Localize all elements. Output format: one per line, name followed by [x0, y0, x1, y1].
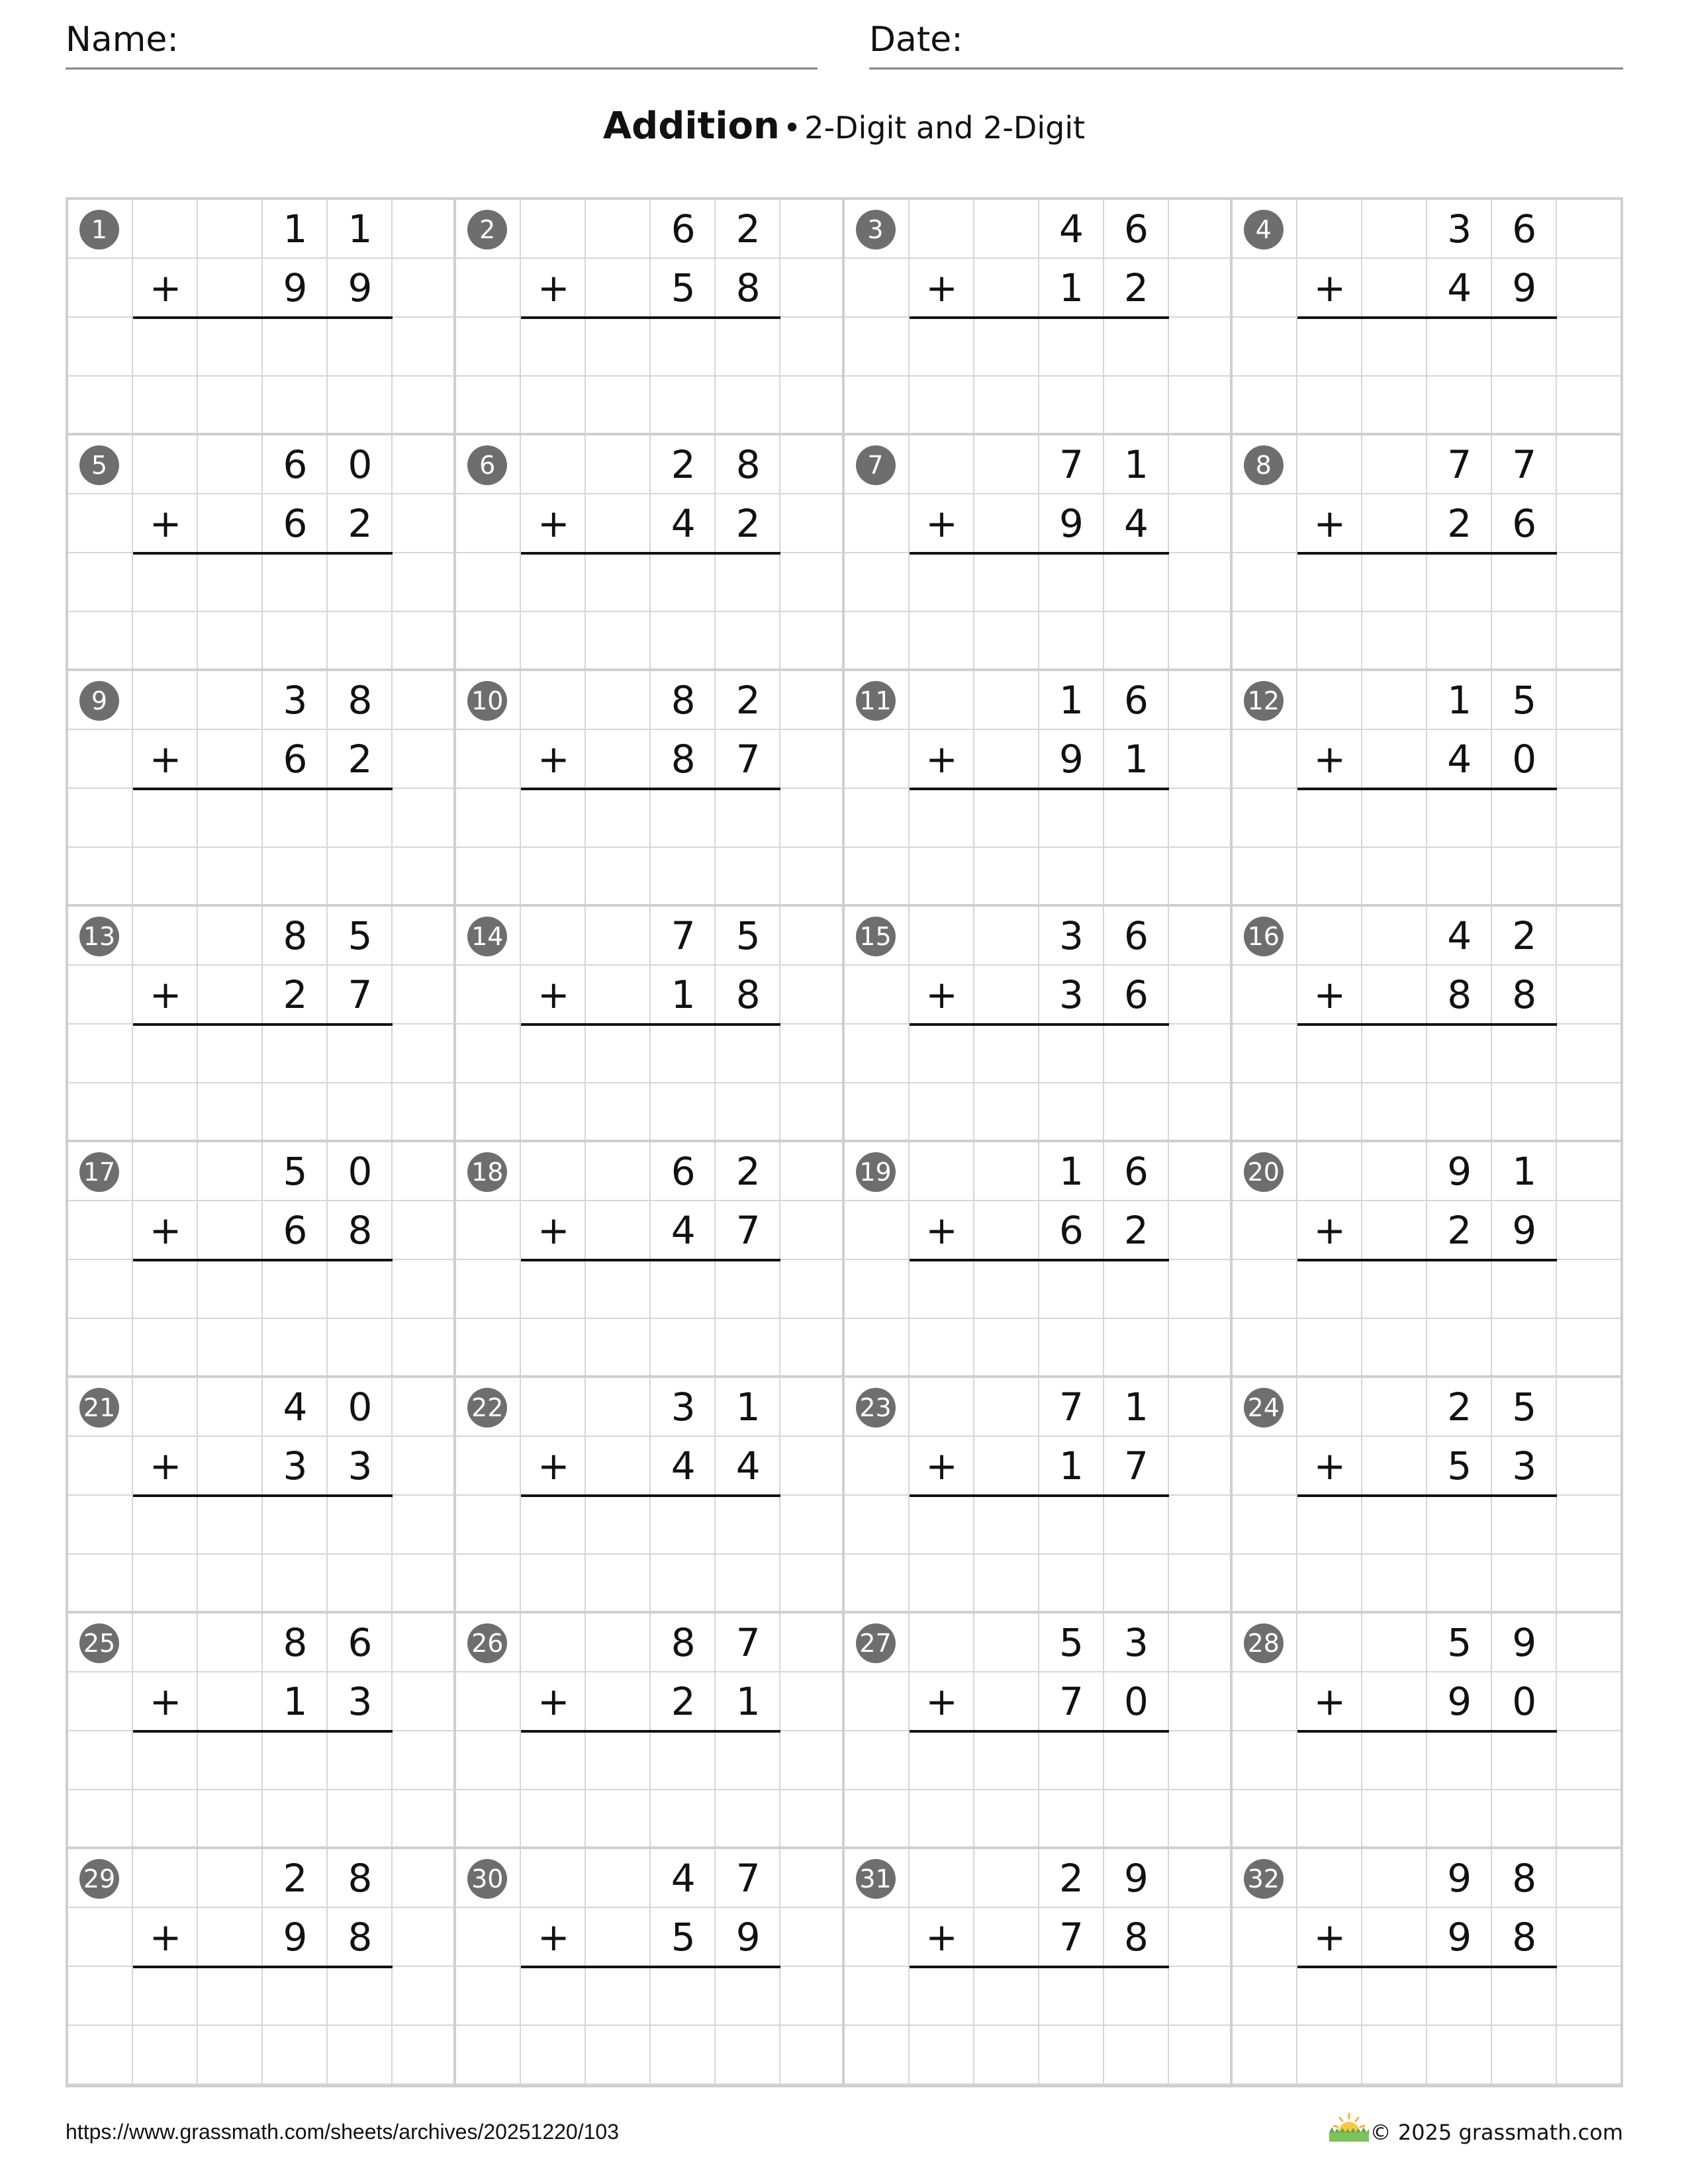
sum-rule-line	[1297, 1966, 1557, 1968]
addend-top-tens-digit: 5	[283, 1149, 308, 1194]
sum-rule-line	[521, 1494, 780, 1497]
problem-number-badge: 20	[1244, 1152, 1284, 1192]
addend-top-ones-digit: 7	[735, 1620, 761, 1665]
addend-top-tens-digit: 6	[671, 1149, 696, 1194]
addend-top-tens-digit: 5	[1059, 1620, 1084, 1665]
plus-sign: +	[537, 1915, 570, 1960]
addend-bottom-tens-digit: 5	[671, 265, 696, 310]
addend-top-ones-digit: 2	[735, 206, 761, 251]
problem-number-badge: 12	[1244, 681, 1284, 721]
addend-bottom-ones-digit: 9	[735, 1915, 761, 1960]
footer-url: https://www.grassmath.com/sheets/archives/20251220/103	[66, 2120, 619, 2144]
addend-top-ones-digit: 6	[1124, 206, 1149, 251]
addend-bottom-ones-digit: 2	[1124, 265, 1149, 310]
addend-bottom-tens-digit: 1	[1059, 265, 1084, 310]
addend-bottom-ones-digit: 0	[1124, 1679, 1149, 1724]
addend-bottom-ones-digit: 2	[1124, 1208, 1149, 1253]
addend-bottom-ones-digit: 6	[1124, 972, 1149, 1017]
problem-number-badge: 9	[79, 681, 119, 721]
plus-sign: +	[925, 501, 958, 546]
problem-number-badge: 27	[856, 1623, 896, 1663]
addend-top-ones-digit: 9	[1124, 1856, 1149, 1901]
addend-top-tens-digit: 7	[671, 913, 696, 958]
sum-rule-line	[521, 552, 780, 555]
sum-rule-line	[910, 1023, 1169, 1026]
addend-bottom-ones-digit: 7	[735, 1208, 761, 1253]
problem-number-badge: 6	[467, 445, 507, 485]
addend-bottom-tens-digit: 8	[671, 737, 696, 782]
addend-bottom-tens-digit: 9	[1447, 1915, 1472, 1960]
problem-cell[interactable]	[68, 1849, 456, 2085]
problem-cell[interactable]	[845, 1614, 1233, 1849]
addend-top-tens-digit: 3	[671, 1385, 696, 1430]
problem-cell[interactable]	[845, 907, 1233, 1142]
title-main: Addition	[602, 105, 780, 148]
sum-rule-line	[1297, 1259, 1557, 1261]
sum-rule-line	[910, 316, 1169, 319]
addend-bottom-ones-digit: 8	[1512, 972, 1537, 1017]
plus-sign: +	[1313, 265, 1346, 310]
sum-rule-line	[133, 552, 393, 555]
addend-top-ones-digit: 6	[1512, 206, 1537, 251]
problem-cell[interactable]	[1233, 1614, 1620, 1849]
addend-top-ones-digit: 1	[735, 1385, 761, 1430]
addend-bottom-ones-digit: 8	[735, 972, 761, 1017]
addend-bottom-tens-digit: 6	[1059, 1208, 1084, 1253]
addend-top-ones-digit: 7	[1512, 442, 1537, 487]
problem-cell[interactable]	[845, 1142, 1233, 1378]
addend-bottom-ones-digit: 4	[1124, 501, 1149, 546]
addend-bottom-tens-digit: 6	[283, 501, 308, 546]
addend-bottom-tens-digit: 7	[1059, 1679, 1084, 1724]
plus-sign: +	[925, 265, 958, 310]
addend-bottom-ones-digit: 6	[1512, 501, 1537, 546]
problem-number-badge: 19	[856, 1152, 896, 1192]
addend-bottom-tens-digit: 2	[671, 1679, 696, 1724]
addend-top-ones-digit: 0	[348, 1149, 373, 1194]
addend-bottom-ones-digit: 2	[735, 501, 761, 546]
plus-sign: +	[1313, 1443, 1346, 1488]
addend-top-tens-digit: 4	[1059, 206, 1084, 251]
addend-top-tens-digit: 6	[283, 442, 308, 487]
problem-cell[interactable]	[68, 1614, 456, 1849]
addend-top-ones-digit: 1	[1512, 1149, 1537, 1194]
addend-bottom-ones-digit: 9	[348, 265, 373, 310]
problem-number-badge: 21	[79, 1388, 119, 1428]
addend-bottom-ones-digit: 0	[1512, 737, 1537, 782]
addend-top-ones-digit: 5	[1512, 678, 1537, 723]
problem-cell[interactable]	[1233, 1849, 1620, 2085]
addend-top-ones-digit: 2	[1512, 913, 1537, 958]
addend-top-ones-digit: 8	[348, 1856, 373, 1901]
problem-number-badge: 5	[79, 445, 119, 485]
problem-cell[interactable]	[456, 1849, 844, 2085]
problem-number-badge: 30	[467, 1859, 507, 1899]
addend-top-tens-digit: 7	[1447, 442, 1472, 487]
problem-cell[interactable]	[456, 671, 844, 907]
sum-rule-line	[133, 316, 393, 319]
date-line[interactable]	[869, 68, 1623, 69]
plus-sign: +	[1313, 1208, 1346, 1253]
addend-bottom-tens-digit: 6	[283, 737, 308, 782]
addend-top-ones-digit: 0	[348, 442, 373, 487]
addend-top-ones-digit: 6	[1124, 1149, 1149, 1194]
plus-sign: +	[925, 1915, 958, 1960]
addend-top-ones-digit: 9	[1512, 1620, 1537, 1665]
problem-cell[interactable]	[845, 671, 1233, 907]
sum-rule-line	[521, 316, 780, 319]
problem-number-badge: 15	[856, 917, 896, 956]
problem-number-badge: 24	[1244, 1388, 1284, 1428]
problem-cell[interactable]	[845, 435, 1233, 671]
problem-cell[interactable]	[68, 907, 456, 1142]
addend-bottom-tens-digit: 1	[671, 972, 696, 1017]
addend-top-ones-digit: 5	[1512, 1385, 1537, 1430]
sum-rule-line	[910, 788, 1169, 790]
addend-top-ones-digit: 1	[348, 206, 373, 251]
sum-rule-line	[133, 1730, 393, 1733]
addend-bottom-tens-digit: 9	[1059, 737, 1084, 782]
addend-bottom-tens-digit: 9	[1059, 501, 1084, 546]
addend-bottom-ones-digit: 8	[1512, 1915, 1537, 1960]
addend-bottom-ones-digit: 4	[735, 1443, 761, 1488]
addend-bottom-tens-digit: 8	[1447, 972, 1472, 1017]
addend-top-ones-digit: 8	[348, 678, 373, 723]
problem-number-badge: 4	[1244, 210, 1284, 250]
problem-cell[interactable]	[845, 1378, 1233, 1614]
problem-number-badge: 32	[1244, 1859, 1284, 1899]
sum-rule-line	[1297, 552, 1557, 555]
plus-sign: +	[925, 1443, 958, 1488]
addend-top-tens-digit: 2	[1447, 1385, 1472, 1430]
addend-top-tens-digit: 8	[671, 1620, 696, 1665]
footer-copyright: © 2025 grassmath.com	[1370, 2120, 1623, 2145]
plus-sign: +	[537, 1443, 570, 1488]
date-label: Date:	[869, 20, 963, 60]
problem-number-badge: 22	[467, 1388, 507, 1428]
addend-bottom-ones-digit: 2	[348, 737, 373, 782]
name-label: Name:	[66, 20, 179, 60]
addend-bottom-tens-digit: 1	[283, 1679, 308, 1724]
addend-top-ones-digit: 1	[1124, 1385, 1149, 1430]
problem-cell[interactable]	[456, 435, 844, 671]
plus-sign: +	[537, 501, 570, 546]
problem-number-badge: 23	[856, 1388, 896, 1428]
addend-bottom-tens-digit: 4	[671, 1443, 696, 1488]
addend-bottom-tens-digit: 2	[283, 972, 308, 1017]
addend-top-tens-digit: 5	[1447, 1620, 1472, 1665]
problem-cell[interactable]	[1233, 435, 1620, 671]
addend-top-ones-digit: 1	[1124, 442, 1149, 487]
problem-number-badge: 7	[856, 445, 896, 485]
sum-rule-line	[521, 1259, 780, 1261]
addend-top-tens-digit: 3	[1447, 206, 1472, 251]
addend-top-ones-digit: 2	[735, 678, 761, 723]
addend-bottom-tens-digit: 9	[1447, 1679, 1472, 1724]
addend-bottom-tens-digit: 1	[1059, 1443, 1084, 1488]
addend-bottom-tens-digit: 3	[1059, 972, 1084, 1017]
plus-sign: +	[1313, 737, 1346, 782]
addend-top-ones-digit: 5	[735, 913, 761, 958]
plus-sign: +	[149, 1208, 182, 1253]
problem-number-badge: 11	[856, 681, 896, 721]
addend-bottom-tens-digit: 5	[671, 1915, 696, 1960]
addend-bottom-tens-digit: 3	[283, 1443, 308, 1488]
sum-rule-line	[910, 1259, 1169, 1261]
problem-number-badge: 17	[79, 1152, 119, 1192]
problem-cell[interactable]	[456, 907, 844, 1142]
addend-top-ones-digit: 2	[735, 1149, 761, 1194]
sum-rule-line	[133, 1966, 393, 1968]
addend-top-tens-digit: 8	[671, 678, 696, 723]
addend-bottom-tens-digit: 4	[1447, 737, 1472, 782]
addend-top-tens-digit: 1	[1059, 678, 1084, 723]
problem-cell[interactable]	[456, 200, 844, 435]
addend-bottom-ones-digit: 3	[1512, 1443, 1537, 1488]
sum-rule-line	[521, 1023, 780, 1026]
plus-sign: +	[925, 737, 958, 782]
problem-grid	[66, 197, 1623, 2087]
addend-bottom-ones-digit: 0	[1512, 1679, 1537, 1724]
problem-cell[interactable]	[68, 1378, 456, 1614]
addend-top-ones-digit: 3	[1124, 1620, 1149, 1665]
sum-rule-line	[521, 1966, 780, 1968]
problem-cell[interactable]	[456, 1614, 844, 1849]
addend-top-tens-digit: 2	[283, 1856, 308, 1901]
addend-bottom-tens-digit: 5	[1447, 1443, 1472, 1488]
problem-number-badge: 8	[1244, 445, 1284, 485]
addend-top-ones-digit: 8	[735, 442, 761, 487]
addend-bottom-ones-digit: 1	[735, 1679, 761, 1724]
addend-bottom-tens-digit: 4	[671, 1208, 696, 1253]
problem-number-badge: 31	[856, 1859, 896, 1899]
addend-top-tens-digit: 9	[1447, 1856, 1472, 1901]
problem-number-badge: 29	[79, 1859, 119, 1899]
sum-rule-line	[910, 1494, 1169, 1497]
addend-top-ones-digit: 6	[348, 1620, 373, 1665]
addend-top-tens-digit: 1	[1059, 1149, 1084, 1194]
addend-top-tens-digit: 4	[671, 1856, 696, 1901]
addend-top-tens-digit: 8	[283, 1620, 308, 1665]
sum-rule-line	[1297, 788, 1557, 790]
problem-cell[interactable]	[845, 200, 1233, 435]
title-subtitle: 2-Digit and 2-Digit	[804, 110, 1086, 146]
sum-rule-line	[133, 1023, 393, 1026]
problem-number-badge: 28	[1244, 1623, 1284, 1663]
sum-rule-line	[1297, 1494, 1557, 1497]
plus-sign: +	[537, 1679, 570, 1724]
addend-top-tens-digit: 2	[1059, 1856, 1084, 1901]
sum-rule-line	[133, 788, 393, 790]
addend-bottom-ones-digit: 2	[348, 501, 373, 546]
addend-top-tens-digit: 9	[1447, 1149, 1472, 1194]
sum-rule-line	[521, 1730, 780, 1733]
problem-cell[interactable]	[845, 1849, 1233, 2085]
plus-sign: +	[537, 972, 570, 1017]
plus-sign: +	[1313, 1915, 1346, 1960]
sum-rule-line	[910, 1730, 1169, 1733]
sum-rule-line	[521, 788, 780, 790]
sum-rule-line	[910, 1966, 1169, 1968]
addend-bottom-tens-digit: 9	[283, 265, 308, 310]
addend-bottom-tens-digit: 7	[1059, 1915, 1084, 1960]
addend-top-ones-digit: 5	[348, 913, 373, 958]
plus-sign: +	[149, 501, 182, 546]
sum-rule-line	[1297, 316, 1557, 319]
addend-top-ones-digit: 7	[735, 1856, 761, 1901]
sum-rule-line	[1297, 1730, 1557, 1733]
plus-sign: +	[1313, 1679, 1346, 1724]
problem-number-badge: 1	[79, 210, 119, 250]
addend-top-tens-digit: 7	[1059, 1385, 1084, 1430]
title-separator: •	[782, 110, 802, 146]
addend-top-ones-digit: 6	[1124, 913, 1149, 958]
addend-bottom-tens-digit: 4	[1447, 265, 1472, 310]
problem-number-badge: 16	[1244, 917, 1284, 956]
addend-top-ones-digit: 8	[1512, 1856, 1537, 1901]
addend-bottom-ones-digit: 7	[735, 737, 761, 782]
addend-top-tens-digit: 1	[283, 206, 308, 251]
plus-sign: +	[537, 265, 570, 310]
sum-rule-line	[133, 1259, 393, 1261]
problem-cell[interactable]	[456, 1378, 844, 1614]
addend-bottom-ones-digit: 8	[1124, 1915, 1149, 1960]
addend-bottom-ones-digit: 9	[1512, 265, 1537, 310]
grass-sun-logo-icon	[1325, 2111, 1373, 2144]
plus-sign: +	[149, 972, 182, 1017]
addend-bottom-ones-digit: 3	[348, 1443, 373, 1488]
problem-number-badge: 13	[79, 917, 119, 956]
plus-sign: +	[149, 265, 182, 310]
plus-sign: +	[925, 1679, 958, 1724]
addend-top-tens-digit: 4	[1447, 913, 1472, 958]
problem-cell[interactable]	[1233, 671, 1620, 907]
problem-cell[interactable]	[68, 1142, 456, 1378]
addend-bottom-tens-digit: 2	[1447, 1208, 1472, 1253]
problem-number-badge: 25	[79, 1623, 119, 1663]
addend-top-tens-digit: 4	[283, 1385, 308, 1430]
addend-bottom-ones-digit: 7	[1124, 1443, 1149, 1488]
problem-number-badge: 26	[467, 1623, 507, 1663]
addend-bottom-tens-digit: 9	[283, 1915, 308, 1960]
name-line[interactable]	[66, 68, 818, 69]
addend-bottom-ones-digit: 9	[1512, 1208, 1537, 1253]
worksheet-title	[0, 105, 1688, 148]
addend-bottom-tens-digit: 4	[671, 501, 696, 546]
addend-top-ones-digit: 6	[1124, 678, 1149, 723]
sum-rule-line	[1297, 1023, 1557, 1026]
addend-bottom-tens-digit: 6	[283, 1208, 308, 1253]
problem-number-badge: 3	[856, 210, 896, 250]
addend-top-tens-digit: 3	[283, 678, 308, 723]
sum-rule-line	[133, 1494, 393, 1497]
problem-number-badge: 14	[467, 917, 507, 956]
problem-number-badge: 2	[467, 210, 507, 250]
problem-number-badge: 10	[467, 681, 507, 721]
plus-sign: +	[1313, 501, 1346, 546]
plus-sign: +	[537, 1208, 570, 1253]
plus-sign: +	[537, 737, 570, 782]
problem-cell[interactable]	[1233, 1378, 1620, 1614]
addend-top-tens-digit: 6	[671, 206, 696, 251]
plus-sign: +	[149, 1443, 182, 1488]
problem-cell[interactable]	[68, 200, 456, 435]
plus-sign: +	[925, 1208, 958, 1253]
addend-bottom-ones-digit: 3	[348, 1679, 373, 1724]
addend-top-ones-digit: 0	[348, 1385, 373, 1430]
plus-sign: +	[925, 972, 958, 1017]
plus-sign: +	[149, 1679, 182, 1724]
problem-number-badge: 18	[467, 1152, 507, 1192]
plus-sign: +	[149, 737, 182, 782]
problem-cell[interactable]	[68, 435, 456, 671]
plus-sign: +	[1313, 972, 1346, 1017]
sum-rule-line	[910, 552, 1169, 555]
addend-bottom-tens-digit: 2	[1447, 501, 1472, 546]
addend-bottom-ones-digit: 8	[348, 1915, 373, 1960]
problem-cell[interactable]	[1233, 200, 1620, 435]
addend-bottom-ones-digit: 1	[1124, 737, 1149, 782]
addend-bottom-ones-digit: 8	[735, 265, 761, 310]
addend-top-tens-digit: 2	[671, 442, 696, 487]
plus-sign: +	[149, 1915, 182, 1960]
addend-top-tens-digit: 3	[1059, 913, 1084, 958]
addend-top-tens-digit: 1	[1447, 678, 1472, 723]
problem-cell[interactable]	[1233, 907, 1620, 1142]
problem-cell[interactable]	[456, 1142, 844, 1378]
addend-bottom-ones-digit: 8	[348, 1208, 373, 1253]
problem-cell[interactable]	[1233, 1142, 1620, 1378]
addend-top-tens-digit: 8	[283, 913, 308, 958]
problem-cell[interactable]	[68, 671, 456, 907]
addend-bottom-ones-digit: 7	[348, 972, 373, 1017]
addend-top-tens-digit: 7	[1059, 442, 1084, 487]
